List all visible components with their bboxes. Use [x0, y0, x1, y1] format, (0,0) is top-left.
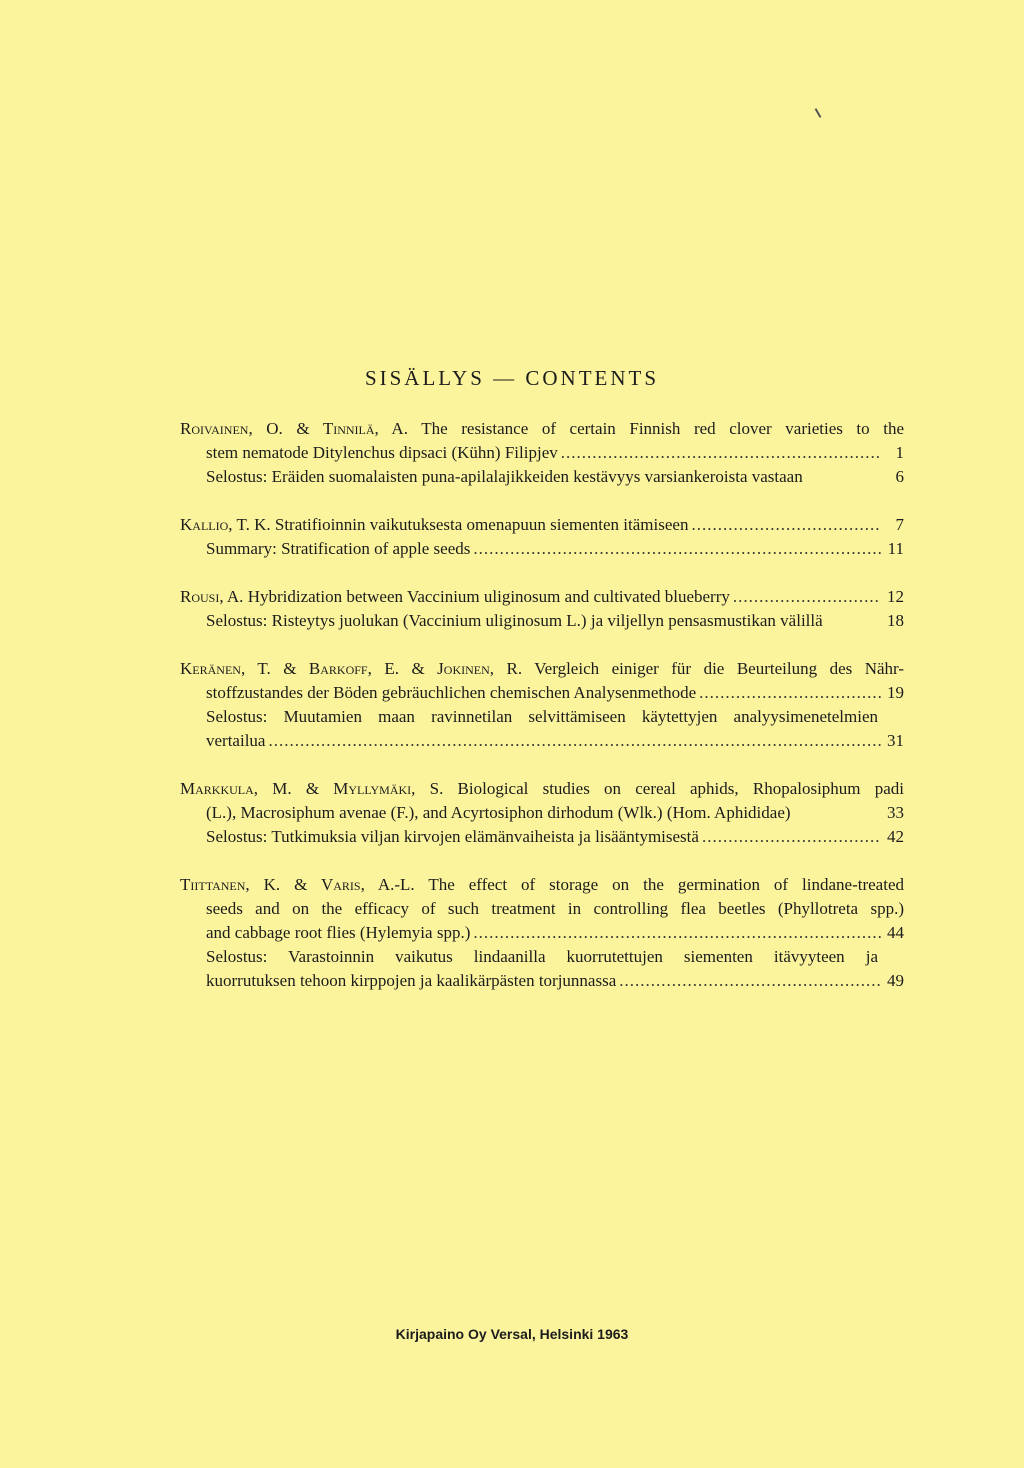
entry-summary: Selostus: Tutkimuksia viljan kirvojen elämänvaiheista ja lisääntymisestä: [206, 827, 699, 846]
page-number: 11: [887, 539, 904, 558]
entry-author: Kallio, T. K.: [180, 515, 271, 534]
page-number: 33: [887, 803, 904, 822]
entry-author: Roivainen, O. & Tinnilä, A.: [180, 419, 408, 438]
entry-title: The resistance of certain Finnish red clover varieties to the: [421, 419, 904, 438]
entry-summary: Summary: Stratification of apple seeds: [206, 539, 471, 558]
entry-title-line: [180, 441, 904, 465]
entry-title: Biological studies on cereal aphids, Rhopalosiphum padi: [457, 779, 905, 798]
page-number: 7: [895, 515, 904, 534]
contents-heading: SISÄLLYS — CONTENTS: [364, 366, 660, 390]
entry-title-line: [180, 873, 904, 897]
page-number: 12: [887, 587, 904, 606]
page-number: 49: [887, 971, 904, 990]
toc-entry-roivainen: [180, 417, 904, 489]
entry-title-cont: and cabbage root flies (Hylemyia spp.): [206, 923, 471, 942]
dot-leader: [561, 441, 881, 465]
entry-author: Markkula, M. & Myllymäki, S.: [180, 779, 444, 798]
entry-title-line: [180, 585, 904, 609]
scan-mark: [815, 108, 822, 118]
page-number: 1: [895, 443, 904, 462]
entry-title-cont: stoffzustandes der Böden gebräuchlichen chemischen Analysenmethode: [206, 683, 697, 702]
page-number: 44: [887, 923, 904, 942]
entry-summary: Selostus: Muutamien maan ravinnetilan selvittämiseen käytettyjen analyysimenetelmien: [206, 707, 878, 726]
entry-author: Rousi, A.: [180, 587, 244, 606]
toc-entry-tiittanen: [180, 873, 904, 993]
entry-title-line: [180, 657, 904, 681]
entry-summary-line: [180, 609, 904, 633]
entry-title-line: [180, 417, 904, 441]
toc-entry-rousi: [180, 585, 904, 633]
page-number: 18: [887, 611, 904, 630]
dot-leader: [619, 969, 881, 993]
dot-leader: [733, 585, 881, 609]
entry-title: Stratifioinnin vaikutuksesta omenapuun siementen itämiseen: [274, 515, 689, 534]
entry-title: Hybridization between Vaccinium uliginosum and cultivated blueberry: [247, 587, 730, 606]
entry-title-line: [180, 777, 904, 801]
toc-entry-keranen: [180, 657, 904, 753]
entry-summary-cont: vertailua: [206, 731, 266, 750]
page-number: 31: [887, 731, 904, 750]
entry-summary-line: [180, 969, 904, 993]
entry-title-line: [180, 897, 904, 921]
entry-summary-line: [180, 465, 904, 489]
page-number: 19: [887, 683, 904, 702]
table-of-contents: [180, 417, 904, 1017]
entry-title-cont: (L.), Macrosiphum avenae (F.), and Acyrtosiphon dirhodum (Wlk.) (Hom. Aphididae): [206, 803, 791, 822]
entry-title-line: [180, 681, 904, 705]
entry-summary-line: [180, 945, 904, 969]
page-number: 42: [887, 827, 904, 846]
entry-summary-cont: kuorrutuksen tehoon kirppojen ja kaalikärpästen torjunnassa: [206, 971, 617, 990]
printer-imprint: Kirjapaino Oy Versal, Helsinki 1963: [395, 1326, 629, 1342]
entry-summary-line: [180, 537, 904, 561]
entry-title-cont: seeds and on the efficacy of such treatment in controlling flea beetles (Phyllotreta spp.): [206, 899, 904, 918]
entry-summary-line: [180, 825, 904, 849]
entry-title-line: [180, 921, 904, 945]
entry-summary: Selostus: Varastoinnin vaikutus lindaanilla kuorrutettujen siementen itävyyteen ja: [206, 947, 878, 966]
entry-summary-line: [180, 729, 904, 753]
dot-leader: [473, 921, 881, 945]
dot-leader: [702, 825, 881, 849]
entry-title: Vergleich einiger für die Beurteilung des Nähr-: [534, 659, 905, 678]
page-number: 6: [895, 467, 904, 486]
dot-leader: [691, 513, 881, 537]
entry-title-line: [180, 513, 904, 537]
entry-author: Tiittanen, K. & Varis, A.-L.: [180, 875, 415, 894]
entry-summary: Selostus: Risteytys juolukan (Vaccinium uliginosum L.) ja viljellyn pensasmustikan välillä: [206, 611, 823, 630]
entry-title: The effect of storage on the germination of lindane-treated: [428, 875, 904, 894]
entry-summary-line: [180, 705, 904, 729]
dot-leader: [699, 681, 881, 705]
entry-author: Keränen, T. & Barkoff, E. & Jokinen, R.: [180, 659, 523, 678]
toc-entry-markkula: [180, 777, 904, 849]
entry-title-line: [180, 801, 904, 825]
dot-leader: [473, 537, 881, 561]
dot-leader: [268, 729, 881, 753]
entry-summary: Selostus: Eräiden suomalaisten puna-apilalajikkeiden kestävyys varsiankeroista vastaan: [206, 467, 803, 486]
entry-title-cont: stem nematode Ditylenchus dipsaci (Kühn) Filipjev: [206, 443, 558, 462]
toc-entry-kallio: [180, 513, 904, 561]
